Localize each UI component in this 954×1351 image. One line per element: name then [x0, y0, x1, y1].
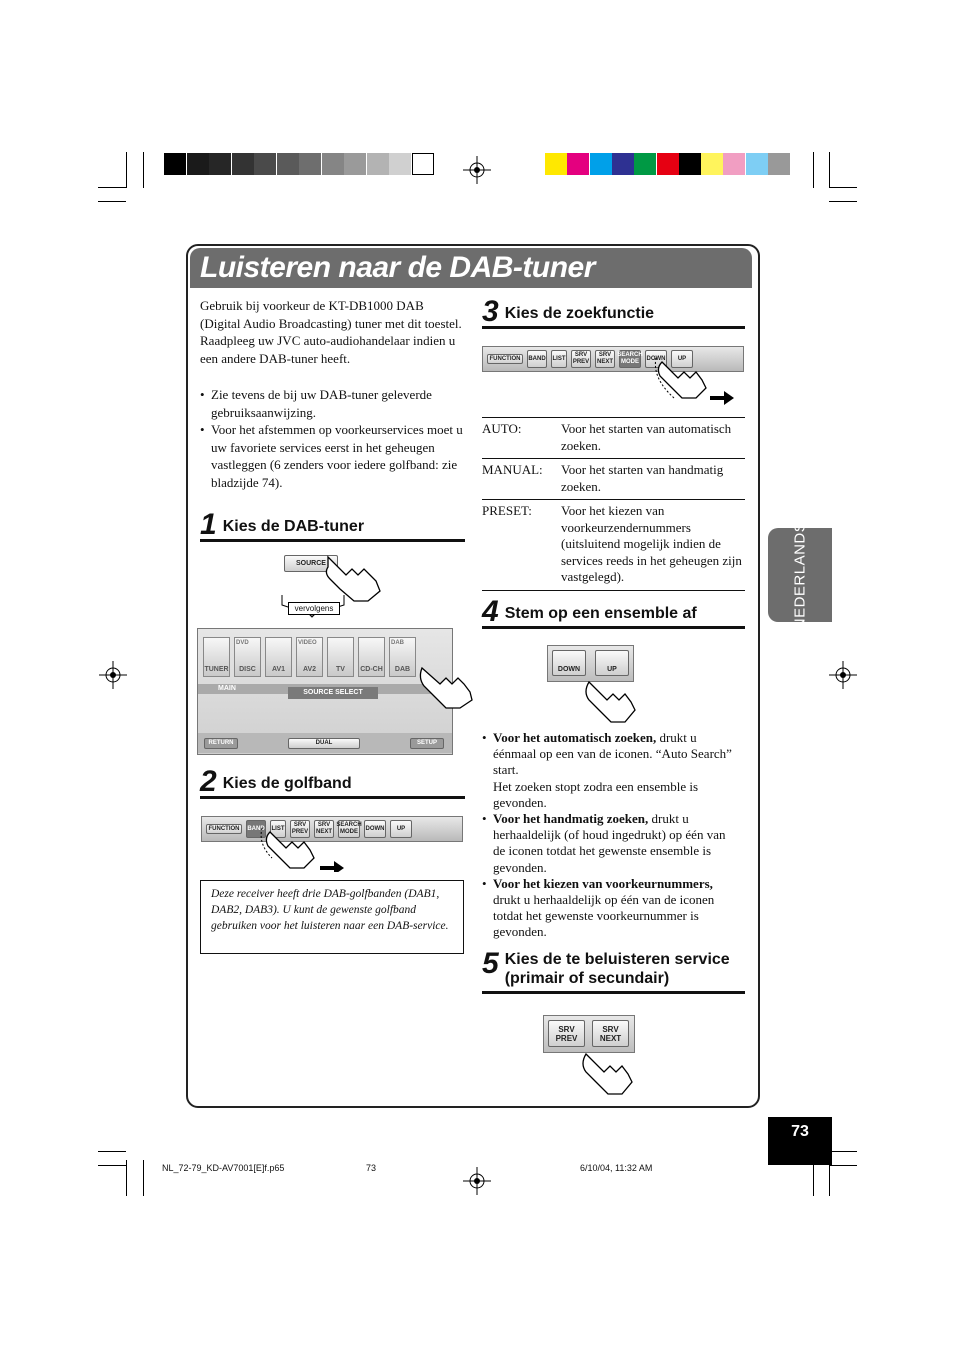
pointing-hand-icon — [580, 1050, 636, 1098]
search-mode-key: MANUAL: — [482, 462, 543, 477]
gray-swatch — [232, 153, 254, 175]
color-swatch — [612, 153, 634, 175]
crop-mark — [143, 152, 144, 188]
crop-mark — [126, 1160, 127, 1196]
search-mode-button[interactable]: SEARCH MODE — [619, 350, 641, 368]
main-label: MAIN — [218, 685, 236, 692]
registration-target-icon — [99, 661, 127, 689]
pointing-hand-icon — [583, 678, 639, 726]
step-number: 4 — [482, 595, 499, 628]
source-tile-label: TUNER — [204, 666, 229, 673]
gray-swatch — [299, 153, 321, 175]
step-4-bullet — [482, 876, 740, 941]
source-tile-tv[interactable] — [327, 637, 354, 677]
srv-prev-button[interactable]: SRV PREV — [571, 350, 591, 368]
step-2-heading — [200, 765, 465, 799]
srv-next-button[interactable]: SRV NEXT — [595, 350, 615, 368]
bullet-bold: Voor het automatisch zoeken, — [493, 730, 657, 745]
source-tiles — [203, 637, 416, 677]
color-swatch — [657, 153, 679, 175]
down-button[interactable]: DOWN — [645, 350, 667, 368]
page-number: 73 — [768, 1117, 832, 1165]
crop-mark — [98, 187, 126, 188]
color-swatch — [590, 153, 612, 175]
crop-mark — [829, 152, 830, 188]
step-label: Kies de DAB-tuner — [222, 518, 365, 535]
color-swatch — [634, 153, 656, 175]
gray-swatch — [344, 153, 366, 175]
srv-next-button[interactable]: SRV NEXT — [592, 1020, 629, 1047]
step-3-heading — [482, 295, 745, 329]
source-tile-label: AV2 — [302, 666, 317, 673]
step-4-heading — [482, 595, 745, 629]
list-button[interactable]: LIST — [270, 820, 286, 838]
step-number: 1 — [200, 508, 217, 541]
srv-next-button[interactable]: SRV NEXT — [314, 820, 334, 838]
pointing-hand-icon — [258, 828, 348, 872]
source-tile-label: TV — [336, 666, 345, 673]
gray-swatch — [164, 153, 186, 175]
crop-mark — [829, 187, 857, 188]
crop-mark — [829, 201, 857, 202]
source-tile-top: DVD — [236, 640, 249, 646]
source-tile-disc[interactable] — [234, 637, 261, 677]
list-button[interactable]: LIST — [551, 350, 567, 368]
registration-target-icon — [829, 661, 857, 689]
step-label: Stem op een ensemble af — [504, 605, 697, 622]
search-mode-row — [482, 459, 745, 500]
intro-paragraph: Gebruik bij voorkeur de KT-DB1000 DAB (Digital Audio Broadcasting) tuner met dit toestel. Raadpleeg uw JVC auto-audiohandelaar indien u een andere DAB-tuner heeft. — [200, 298, 462, 366]
bullet-bold: Voor het kiezen van voorkeurnummers, — [493, 875, 713, 891]
crop-mark — [98, 1165, 126, 1166]
search-mode-row — [482, 418, 745, 459]
function-button[interactable]: FUNCTION — [487, 354, 523, 364]
search-mode-desc: Voor het kiezen van voorkeurzendernummers (uitsluitend mogelijk indien de services reeds in het geheugen zijn vastgelegd). — [561, 503, 742, 584]
up-button[interactable]: UP — [595, 650, 629, 676]
step-1-heading — [200, 508, 465, 542]
step-label: Kies de te beluisteren service (primair of secundair) — [504, 951, 730, 987]
up-button[interactable]: UP — [390, 820, 412, 838]
color-swatch — [768, 153, 790, 175]
crop-mark — [813, 1160, 814, 1196]
color-swatch — [746, 153, 768, 175]
setup-button[interactable]: SETUP — [410, 738, 444, 749]
gray-swatch — [389, 153, 411, 175]
search-mode-desc: Voor het starten van handmatig zoeken. — [561, 462, 724, 494]
down-button[interactable]: DOWN — [364, 820, 386, 838]
srv-prev-button[interactable]: SRV PREV — [548, 1020, 585, 1047]
srv-panel — [543, 1015, 635, 1053]
bullet-text: drukt u éénmaal op een van de iconen. “Auto Search” start. — [493, 730, 732, 778]
up-button[interactable]: UP — [671, 350, 693, 368]
note-box — [200, 880, 464, 954]
step-5-heading — [482, 947, 745, 994]
gray-swatch — [209, 153, 231, 175]
source-tile-tuner[interactable] — [203, 637, 230, 677]
source-select-title: SOURCE SELECT — [288, 687, 378, 699]
color-swatch — [567, 153, 589, 175]
function-button[interactable]: FUNCTION — [206, 824, 242, 834]
color-swatch — [545, 153, 567, 175]
intro-bullet: • Voor het afstemmen op voorkeurservices moet u uw favoriete services eerst in het geheugen vastleggen (6 zenders voor iedere golfband: zie bladzijde 74). — [200, 421, 466, 491]
step-number: 2 — [200, 765, 217, 798]
source-tile-label: DISC — [239, 666, 256, 673]
source-button[interactable]: SOURCE — [284, 555, 338, 572]
step-4-bullets — [482, 730, 740, 941]
footer-file: NL_72-79_KD-AV7001[E]f.p65 — [162, 1163, 285, 1173]
dual-button[interactable]: DUAL — [288, 738, 360, 749]
crop-mark — [126, 152, 127, 188]
gray-swatch — [367, 153, 389, 175]
gray-swatch — [322, 153, 344, 175]
down-button[interactable]: DOWN — [552, 650, 586, 676]
source-tile-dab[interactable] — [389, 637, 416, 677]
srv-prev-button[interactable]: SRV PREV — [290, 820, 310, 838]
color-swatch — [701, 153, 723, 175]
step-label: Kies de zoekfunctie — [504, 305, 655, 322]
color-swatch — [723, 153, 745, 175]
search-mode-button[interactable]: SEARCH MODE — [338, 820, 360, 838]
crop-mark — [813, 152, 814, 188]
bullet-text: drukt u herhaaldelijk op één van de iconen totdat het gewenste voorkeurnummer is gevonden. — [493, 892, 715, 940]
source-tile-cd-ch[interactable] — [358, 637, 385, 677]
search-mode-table — [482, 417, 745, 591]
bullet-bold: Voor het handmatig zoeken, — [493, 811, 649, 827]
search-mode-row — [482, 500, 745, 591]
intro-bullets — [200, 386, 466, 491]
crop-mark — [829, 1165, 857, 1166]
footer-page: 73 — [366, 1163, 377, 1173]
pointing-hand-icon — [650, 358, 740, 408]
note-text: Deze receiver heeft drie DAB-golfbanden (DAB1, DAB2, DAB3). U kunt de gewenste golfband gebruiken voor het luisteren naar een DAB-service. — [211, 888, 449, 932]
search-mode-key: AUTO: — [482, 421, 522, 436]
step-4-bullet — [482, 730, 740, 811]
band-button[interactable]: BAND — [527, 350, 547, 368]
step-label: Kies de golfband — [222, 775, 352, 792]
footer-date: 6/10/04, 11:32 AM — [580, 1163, 653, 1173]
source-tile-label: DAB — [394, 666, 411, 673]
registration-target-icon — [463, 1167, 491, 1195]
crop-mark — [98, 201, 126, 202]
gray-swatch — [277, 153, 299, 175]
crop-mark — [98, 1151, 126, 1152]
search-mode-desc: Voor het starten van automatisch zoeken. — [561, 421, 732, 453]
search-mode-key: PRESET: — [482, 503, 532, 518]
page-title: Luisteren naar de DAB-tuner — [200, 251, 595, 284]
bullet-extra: Het zoeken stopt zodra een ensemble is gevonden. — [493, 778, 699, 810]
band-button[interactable]: BAND — [246, 820, 266, 838]
crop-mark — [143, 1160, 144, 1196]
source-tile-top: VIDEO — [298, 640, 317, 646]
source-tile-av1[interactable] — [265, 637, 292, 677]
step-number: 5 — [482, 947, 499, 980]
return-button[interactable]: RETURN — [204, 738, 238, 749]
source-tile-label: CD-CH — [360, 666, 383, 673]
step-4-bullet — [482, 811, 740, 876]
step-number: 3 — [482, 295, 499, 328]
language-tab-label-wrap — [770, 521, 830, 629]
source-tile-av2[interactable] — [296, 637, 323, 677]
source-tile-label: AV1 — [271, 666, 286, 673]
source-select-screen — [197, 628, 453, 755]
source-tile-top: DAB — [391, 640, 404, 646]
vervolgens-label: vervolgens — [288, 602, 340, 615]
crop-mark — [829, 1151, 857, 1152]
color-swatch — [679, 153, 701, 175]
gray-swatch — [412, 153, 434, 175]
language-tab-label: NEDERLANDS — [791, 521, 809, 629]
gray-swatch — [254, 153, 276, 175]
down-up-panel — [547, 645, 634, 682]
bullet-text: drukt u herhaaldelijk (of houd ingedrukt) op één van de iconen totdat het gewenste ensemble is gevonden. — [493, 811, 726, 875]
intro-bullet: • Zie tevens de bij uw DAB-tuner geleverde gebruiksaanwijzing. — [200, 386, 466, 421]
registration-target-icon — [463, 156, 491, 184]
gray-swatch — [187, 153, 209, 175]
pointing-hand-icon — [416, 660, 476, 710]
